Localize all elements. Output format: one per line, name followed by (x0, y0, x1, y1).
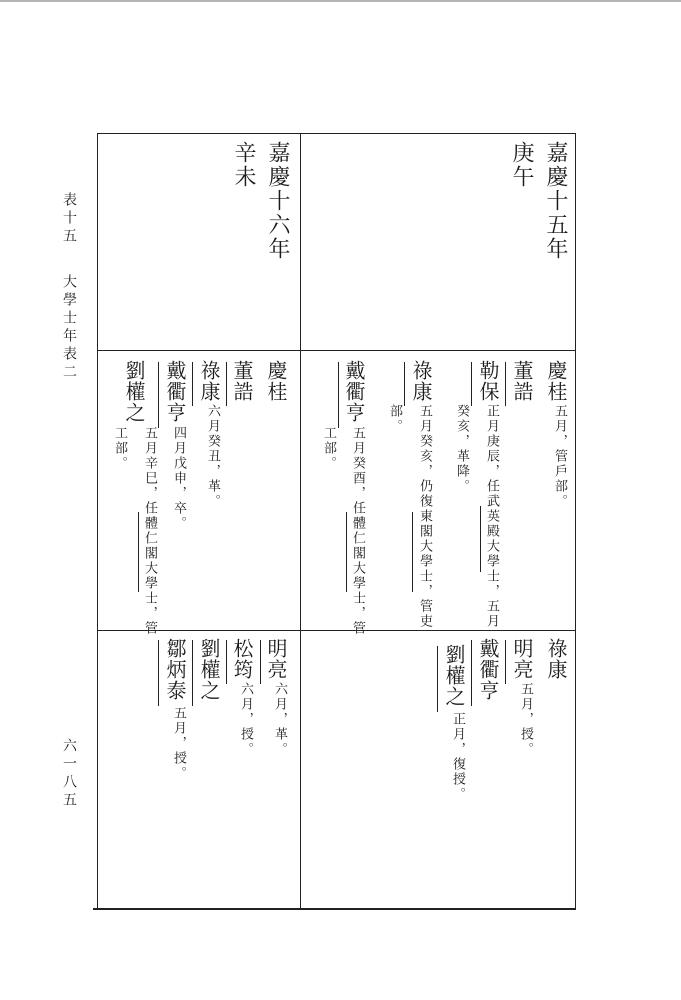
official-name: 戴衢亨 (476, 638, 500, 701)
change-mark (437, 646, 438, 712)
official-name: 戴衢亨 (342, 360, 366, 423)
official-note: 五月辛巳，任體仁閣大學士，管 (142, 426, 157, 636)
official-note: 五月，授。 (518, 682, 533, 757)
official-name: 祿康 (544, 638, 568, 680)
official-note: 五月，管戶部。 (552, 404, 567, 509)
official-name: 明亮 (510, 638, 534, 680)
official-note: 五月，授。 (171, 706, 186, 781)
change-mark (226, 362, 227, 406)
change-mark (471, 362, 472, 406)
table-top-rule (97, 133, 576, 134)
official-note: 六月，授。 (238, 682, 253, 757)
change-mark (404, 362, 405, 406)
change-mark (346, 512, 347, 592)
change-mark (192, 640, 193, 706)
row-rule-2 (97, 630, 576, 631)
official-name: 慶桂 (264, 360, 288, 402)
official-name: 祿康 (197, 360, 221, 402)
official-name: 明亮 (264, 638, 288, 680)
row-rule-1 (97, 350, 576, 351)
official-name: 勒保 (476, 360, 500, 402)
year-ganzhi: 辛未 (231, 141, 256, 189)
official-name: 董誥 (230, 360, 254, 402)
year-title: 嘉慶十六年 (265, 141, 290, 261)
official-note: 癸亥，革降。 (454, 404, 469, 494)
change-mark (158, 362, 159, 428)
page-number: 六一八五 (61, 738, 77, 810)
table-title: 大學士年表二 (61, 274, 77, 382)
year-title: 嘉慶十五年 (543, 141, 568, 261)
change-mark (505, 640, 506, 684)
official-name: 鄒炳泰 (163, 638, 187, 701)
volume-label: 表十五 (61, 192, 77, 246)
official-name: 祿康 (409, 360, 433, 402)
change-mark (158, 640, 159, 706)
change-mark (138, 512, 139, 592)
official-name: 劉權之 (197, 638, 221, 701)
change-mark (471, 640, 472, 706)
official-note: 正月庚辰，任武英殿大學士，五月 (484, 404, 499, 629)
official-note: 正月，復授。 (450, 712, 465, 802)
table-right-rule (575, 133, 576, 909)
official-note: 五月癸亥，仍復東閣大學士，管吏 (417, 404, 432, 629)
change-mark (260, 640, 261, 684)
official-note: 工部。 (112, 426, 127, 471)
scan-top-edge (0, 0, 681, 2)
year-divider-rule (300, 133, 301, 909)
change-mark (505, 362, 506, 406)
official-note: 四月戊申，卒。 (171, 426, 186, 531)
year-ganzhi: 庚午 (509, 141, 534, 189)
official-note: 部。 (387, 404, 402, 434)
official-name: 劉權之 (442, 644, 466, 707)
official-note: 六月癸丑，革。 (205, 404, 220, 509)
official-name: 松筠 (230, 638, 254, 680)
official-name: 慶桂 (544, 360, 568, 402)
change-mark (192, 362, 193, 406)
official-name: 劉權之 (122, 360, 146, 423)
official-note: 工部。 (321, 426, 336, 471)
official-name: 董誥 (510, 360, 534, 402)
change-mark (480, 506, 481, 572)
table-bottom-rule (93, 908, 576, 910)
change-mark (412, 512, 413, 592)
change-mark (338, 362, 339, 428)
official-name: 戴衢亨 (163, 360, 187, 423)
change-mark (226, 640, 227, 684)
official-note: 六月，革。 (272, 682, 287, 757)
official-note: 五月癸酉，任體仁閣大學士，管 (350, 426, 365, 636)
table-left-rule (97, 133, 98, 909)
